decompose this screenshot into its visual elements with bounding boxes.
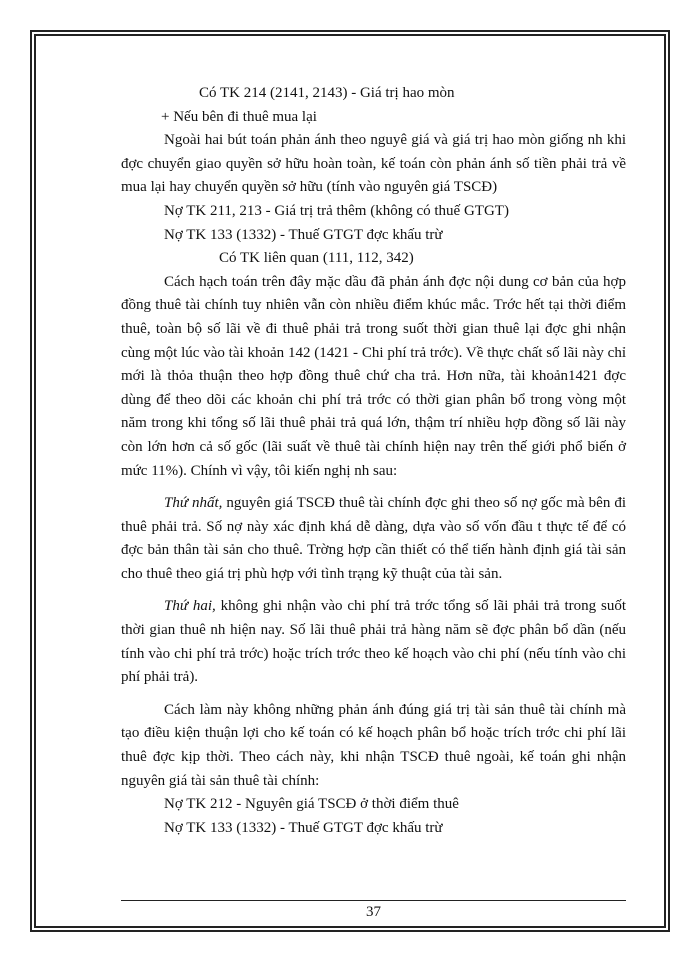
entry-debit-212: Nợ TK 212 - Nguyên giá TSCĐ ở thời điểm thuê bbox=[164, 796, 459, 813]
text-second: không ghi nhận vào chi phí trả trớc tổng số lãi phải trả trong suốt thời gian thuê nh hiện nay. Số lãi thuê phải trả hàng năm sẽ đợc phân bổ dần (nếu tính vào chi phí trả trớc) hoặc trích trớc theo kế hoạch vào chi phí (nếu tính vào chi phí phải trả). bbox=[121, 598, 626, 686]
paragraph-first-proposal bbox=[121, 492, 626, 586]
label-first: Thứ nhất, bbox=[164, 495, 223, 512]
entry-credit-214: Có TK 214 (2141, 2143) - Giá trị hao mòn bbox=[199, 85, 455, 101]
entry-debit-133: Nợ TK 133 (1332) - Thuế GTGT đợc khấu trừ bbox=[164, 226, 443, 243]
text-first: nguyên giá TSCĐ thuê tài chính đợc ghi theo số nợ gốc mà bên đi thuê phải trả. Số nợ này xác định khá dễ dàng, dựa vào số vốn đầu t thực tế để có đợc bản thân tài sản cho thuê. Trờng hợp cần thiết có thể tiến hành định giá tài sản cho thuê theo giá trị phù hợp với tình trạng kỹ thuật của tài sản. bbox=[121, 495, 626, 582]
footer-divider bbox=[121, 900, 626, 901]
entry-debit-211-213: Nợ TK 211, 213 - Giá trị trả thêm (không có thuế GTGT) bbox=[164, 202, 509, 219]
paragraph-buyback: Ngoài hai bút toán phản ánh theo nguyê giá và giá trị hao mòn giống nh khi đợc chuyển giao quyền sở hữu hoàn toàn, kế toán còn phản ánh số tiền phải trả về mua lại hay chuyển quyền sở hữu (tính vào nguyên giá TSCĐ) bbox=[121, 132, 626, 196]
page-number: 37 bbox=[366, 904, 381, 920]
label-second: Thứ hai, bbox=[164, 598, 216, 615]
paragraph-critique: Cách hạch toán trên đây mặc dầu đã phản ánh đợc nội dung cơ bản của hợp đồng thuê tài chính tuy nhiên vẫn còn nhiều điểm khúc mắc. Trớc hết tại thời điểm thuê, toàn bộ số lãi về đi thuê phải trả trong suốt thời gian thuê lại đợc ghi nhận cùng một lúc vào tài khoản 142 (1421 - Chi phí trả trớc). Về thực chất số lãi này chỉ mới là thỏa thuận theo hợp đồng thuê chứ cha trả. Hơn nữa, tài khoản1421 đợc dùng để theo dõi các khoản chi phí trả trớc có thời gian phân bổ trong vòng một năm trong khi tổng số lãi thuê phải trả quá lớn, thậm trí nhiều hợp đồng số lãi này còn lớn hơn cả số gốc (lãi suất về thuê tài chính hiện nay trên thế giới phổ biến ở mức 11%). Chính vì vậy, tôi kiến nghị nh sau: bbox=[121, 273, 626, 479]
entry-credit-related: Có TK liên quan (111, 112, 342) bbox=[219, 250, 414, 267]
body-text bbox=[121, 82, 626, 840]
entry-debit-133-second: Nợ TK 133 (1332) - Thuế GTGT đợc khấu trừ bbox=[164, 819, 443, 836]
paragraph-second-proposal bbox=[121, 595, 626, 689]
case-heading-buyback: + Nếu bên đi thuê mua lại bbox=[161, 108, 317, 125]
paragraph-method: Cách làm này không những phản ánh đúng giá trị tài sản thuê tài chính mà tạo điều kiện thuận lợi cho kế toán có kế hoạch phân bổ hoặc trích trớc chi phí lãi thuê đợc kịp thời. Theo cách này, khi nhận TSCĐ thuê ngoài, kế toán ghi nhận nguyên giá tài sản thuê tài chính: bbox=[121, 701, 626, 789]
